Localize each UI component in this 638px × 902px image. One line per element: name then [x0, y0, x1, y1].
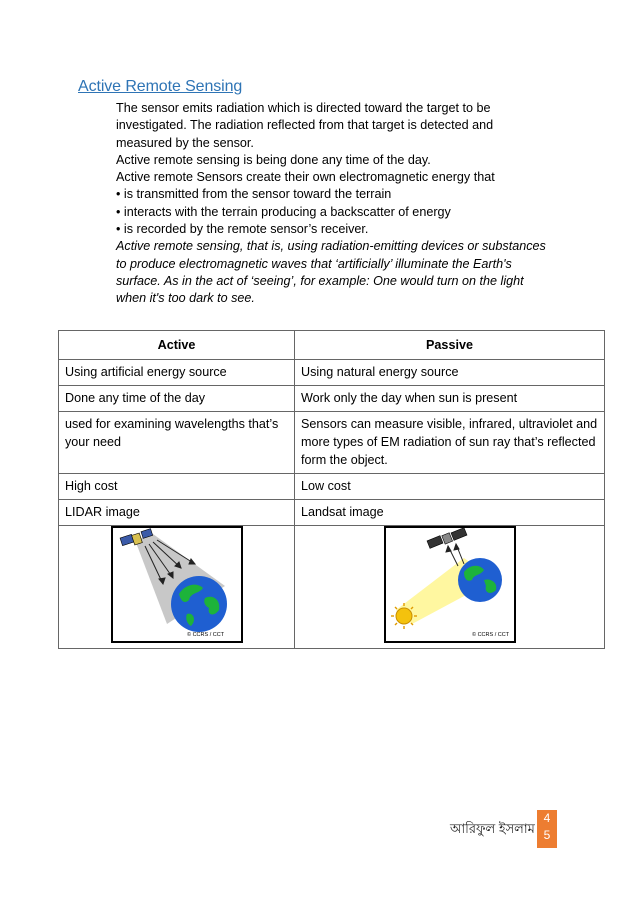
italic-line: surface. As in the act of ‘seeing’, for example: One would turn on the light: [116, 273, 524, 288]
italic-line: when it's too dark to see.: [116, 291, 255, 306]
active-sensing-figure: [111, 526, 243, 643]
cell-passive: Sensors can measure visible, infrared, ultraviolet and more types of EM radiation of sun ray that’s reflected form the object.: [295, 412, 605, 474]
bullet-line: • is transmitted from the sensor toward the terrain: [116, 187, 392, 202]
bullet-line: • interacts with the terrain producing a backscatter of energy: [116, 204, 451, 219]
figure-credit: © CCRS / CCT: [471, 632, 509, 638]
page-number-badge: [537, 810, 557, 848]
cell-passive: Low cost: [295, 474, 605, 500]
satellite-icon: [427, 528, 467, 548]
italic-line: Active remote sensing, that is, using radiation-emitting devices or substances: [116, 239, 546, 254]
cell-active: High cost: [59, 474, 295, 500]
page-digit: 5: [543, 828, 551, 842]
body-line: The sensor emits radiation which is directed toward the target to be: [116, 101, 491, 115]
author-name: আরিফুল ইসলাম: [450, 821, 535, 836]
body-line: investigated. The radiation reflected from that target is detected and: [116, 118, 494, 133]
body-line: Active remote Sensors create their own electromagnetic energy that: [116, 170, 495, 185]
cell-active: Using artificial energy source: [59, 360, 295, 386]
cell-active: LIDAR image: [59, 500, 295, 526]
header-active: Active: [59, 331, 295, 360]
cell-active: used for examining wavelengths that’s your need: [59, 412, 295, 474]
cell-passive: Using natural energy source: [295, 360, 605, 386]
table-row: [59, 386, 605, 412]
cell-passive: Landsat image: [295, 500, 605, 526]
passive-image-cell: [295, 526, 605, 649]
table-row: [59, 412, 605, 474]
table-row: [59, 500, 605, 526]
page-digit: 4: [543, 811, 551, 825]
header-passive: Passive: [295, 331, 605, 360]
body-line: measured by the sensor.: [116, 135, 254, 150]
comparison-table: [58, 330, 605, 649]
table-header-row: [59, 331, 605, 360]
body-line: Active remote sensing is being done any time of the day.: [116, 152, 431, 167]
figure-credit: © CCRS / CCT: [186, 632, 224, 638]
cell-passive: Work only the day when sun is present: [295, 386, 605, 412]
cell-active: Done any time of the day: [59, 386, 295, 412]
table-row: [59, 474, 605, 500]
italic-line: to produce electromagnetic waves that ‘artificially’ illuminate the Earth's: [116, 256, 512, 271]
section-body: [116, 100, 566, 308]
active-image-cell: [59, 526, 295, 649]
section-heading: Active Remote Sensing: [78, 78, 243, 95]
earth-globe-icon: [458, 558, 502, 602]
table-row: [59, 360, 605, 386]
passive-sensing-figure: [384, 526, 516, 643]
bullet-line: • is recorded by the remote sensor’s receiver.: [116, 222, 369, 237]
table-image-row: [59, 526, 605, 649]
earth-globe-icon: [171, 576, 227, 632]
